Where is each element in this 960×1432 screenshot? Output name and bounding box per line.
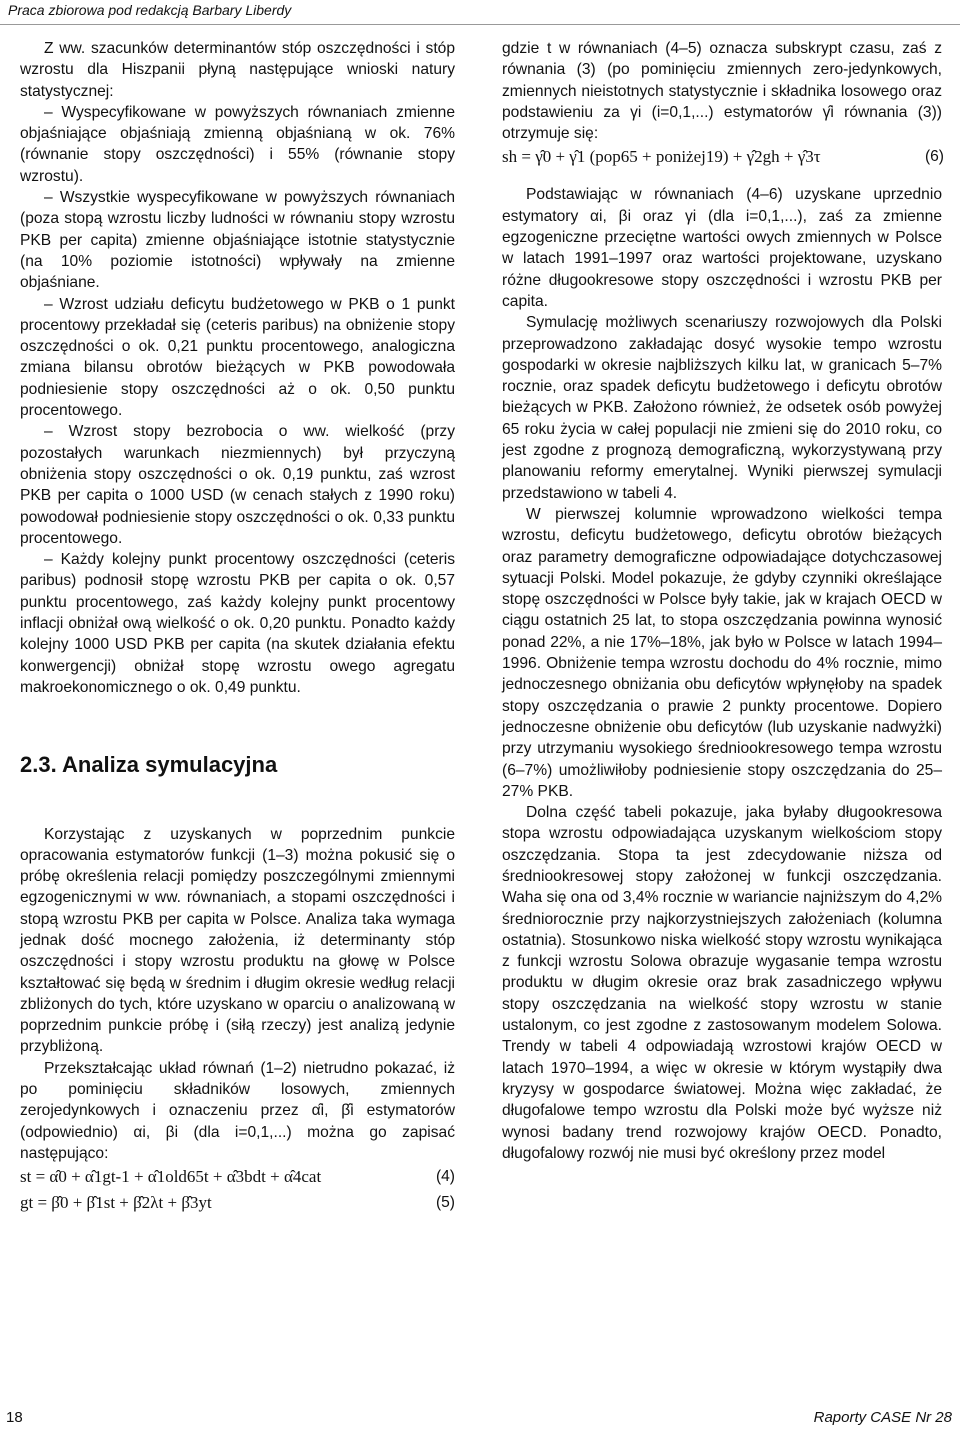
equation-4: [20, 1164, 455, 1190]
page-number: 18: [6, 1409, 23, 1426]
equation-text: sh = γ̂0 + γ̂1 (pop65 + poniżej19) + γ̂2gh + γ̂3τ: [502, 147, 821, 167]
paragraph: Z ww. szacunków determinantów stóp oszczędności i stóp wzrostu dla Hiszpanii płyną następujące wnioski natury statystycznej:: [20, 40, 455, 100]
equation-6: [502, 144, 942, 170]
paragraph: Korzystając z uzyskanych w poprzednim punkcie opracowania estymatorów funkcji (1–3) można pokusić się o próbę określenia relacji pomiędzy poszczególnymi zmiennymi egzogenicznymi w ww. równaniach, a stopami oszczędności i stopą wzrostu PKB per capita w Polsce. Analiza taka wymaga jednak dość mocnego założenia, iż determinanty stóp oszczędności i stopy wzrostu produktu na głowę w Polsce kształtować się będą w średnim i długim okresie według relacji zbliżonych do tych, które uzyskano w oparciu o analizowaną w poprzednim punkcie próbę i (siłą rzeczy) jest analizą jedynie przybliżoną.: [20, 825, 455, 1056]
series-title: Raporty CASE Nr 28: [813, 1409, 952, 1426]
right-column: [502, 38, 942, 1164]
running-header: Praca zbiorowa pod redakcją Barbary Liberdy: [8, 2, 292, 18]
equation-number: (4): [435, 1168, 455, 1186]
section-heading: 2.3. Analiza symulacyjna: [20, 752, 278, 778]
paragraph: W pierwszej kolumnie wprowadzono wielkości tempa wzrostu, deficytu budżetowego, deficytu obrotów bieżących oraz parametry demograficzne odpowiadające dotychczasowej sytuacji Polski. Model pokazuje, że gdyby czynniki określające stopę oszczędności w Polsce były takie, jak w krajach OECD w ciągu ostatnich 25 lat, to stopa oszczędzania powinna wynosić ponad 22%, a nie 17%–18%, jak było w Polsce w latach 1994–1996. Obniżenie tempa wzrostu dochodu do 4% rocznie, mimo jednoczesnego obniżania obu deficytów wpłynęłoby na spadek stopy oszczędzania o prawie 2 punkty procentowe. Dopiero jednoczesne obniżenie obu deficytów (lub uzyskanie nadwyżki) przy utrzymaniu wysokiego średniookresowego tempa wzrostu (6–7%) umożliwiłoby podniesienie stopy oszczędzania do 25–27% PKB.: [502, 505, 942, 800]
paragraph: – Wyspecyfikowane w powyższych równaniach zmienne objaśniające objaśniają zmienną objaśnianą w ok. 76% (równanie stopy oszczędności) i 55% (równanie stopy wzrostu).: [20, 103, 455, 185]
paragraph: Podstawiając w równaniach (4–6) uzyskane uprzednio estymatory αi, βi oraz γi (dla i=0,1,...), zaś za zmienne egzogeniczne przeciętne wartości owych zmiennych w Polsce w latach 1991–1997 oraz wartości projektowane, uzyskano różne długookresowe stopy oszczędności i wzrostu PKB per capita.: [502, 186, 942, 310]
paragraph: Dolna część tabeli pokazuje, jaka byłaby długookresowa stopa wzrostu odpowiadająca uzyskanym wielkościom stopy oszczędzania. Stopa ta jest zdecydowanie niższa od średniookresowej stopy założonej w funkcji oszczędzania. Waha się ona od 3,4% rocznie w wariancie najniższym do 4,2% średniorocznie przy najkorzystniejszych założeniach (kolumna ostatnia). Stosunkowo niska wielkość stopy wzrostu wynikająca z funkcji wzrostu Solowa obrazuje wygasanie tempa wzrostu produktu w długim okresie oraz brak zasadniczego wpływu stopy oszczędzania na wielkość stopy wzrostu w stanie ustalonym, co jest zgodne z zastosowanym modelem Solowa. Trendy w tabeli 4 odpowiadają wzrostowi krajów OECD w latach 1970–1994, a więc w okresie w którym wystąpiły dwa kryzysy w gospodarce światowej. Można więc zakładać, że długofalowe tempo wzrostu dla Polski może być wyższe niż wynosi badany trend rozwojowy krajów OECD. Ponadto, długofalowy rozwój nie musi być określony przez model: [502, 804, 942, 1162]
paragraph: – Wszystkie wyspecyfikowane w powyższych równaniach (poza stopą wzrostu liczby ludności w równaniu stopy wzrostu PKB per capita) zmienne objaśniające istotnie statystycznie (na 10% poziomie istotności) wpływały na zmienne objaśniane.: [20, 189, 455, 292]
equation-text: gt = β̂0 + β̂1st + β̂2λt + β̂3yt: [20, 1193, 212, 1213]
paragraph: Przekształcając układ równań (1–2) nietrudno pokazać, iż po pominięciu składników losowych, zmiennych zerojedynkowych i oznaczeniu przez α̂i, β̂i estymatorów (odpowiednio) αi, βi (dla i=0,1,...) można go zapisać następująco:: [20, 1059, 455, 1162]
paragraph: gdzie t w równaniach (4–5) oznacza subskrypt czasu, zaś z równania (3) (po pominięciu zmiennych zero-jedynkowych, zmiennych nieistotnych statystycznie i składnika losowego oraz podstawieniu za γi (i=0,1,...) estymatorów γ̂i równania (3)) otrzymuje się:: [502, 40, 942, 143]
paragraph: – Wzrost udziału deficytu budżetowego w PKB o 1 punkt procentowy przekładał się (ceteris paribus) na obniżenie stopy oszczędności o ok. 0,21 punktu procentowego, analogiczna zmiana bilansu obrotów bieżących w PKB powodowała podniesienie stopy oszczędności aż o ok. 0,50 punktu procentowego.: [20, 295, 455, 420]
left-column: [20, 38, 455, 1216]
equation-number: (6): [924, 148, 944, 166]
equation-number: (5): [435, 1194, 455, 1212]
paragraph: – Każdy kolejny punkt procentowy oszczędności (ceteris paribus) podnosił stopę wzrostu PKB per capita o ok. 0,57 punktu procentowego, zaś każdy kolejny punkt procentowy inflacji obniżał ową wielkość o ok. 0,20 punktu. Ponadto każdy kolejny 1000 USD PKB per capita (na skutek działania efektu konwergencji) obniżał stopę wzrostu owego agregatu makroekonomicznego o ok. 0,49 punktu.: [20, 551, 455, 696]
paragraph: Symulację możliwych scenariuszy rozwojowych dla Polski przeprowadzono zakładając dosyć wysokie tempo wzrostu gospodarki w okresie najbliższych kilku lat, w granicach 5–7% rocznie, oraz spadek deficytu budżetowego i deficytu obrotów bieżących w PKB. Założono również, że odsetek osób powyżej 65 roku życia w całej populacji nie zmieni się do 2010 roku, co jest zgodne z prognozą demograficzną, wykorzystywaną przy planowaniu reformy emerytalnej. Wyniki pierwszej symulacji przedstawiono w tabeli 4.: [502, 314, 942, 502]
equation-text: st = α̂0 + α̂1gt-1 + α̂1old65t + α̂3bdt + α̂4cat: [20, 1167, 322, 1187]
paragraph: – Wzrost stopy bezrobocia o ww. wielkość (przy pozostałych warunkach niezmiennych) był przyczyną obniżenia stopy oszczędności o ok. 0,19 punktu, zaś wzrost PKB per capita o 1000 USD (w cenach stałych z 1990 roku) powodował podniesienie stopy oszczędności o ok. 0,33 punktu procentowego.: [20, 423, 455, 547]
header-rule: [0, 24, 960, 25]
equation-5: [20, 1190, 455, 1216]
